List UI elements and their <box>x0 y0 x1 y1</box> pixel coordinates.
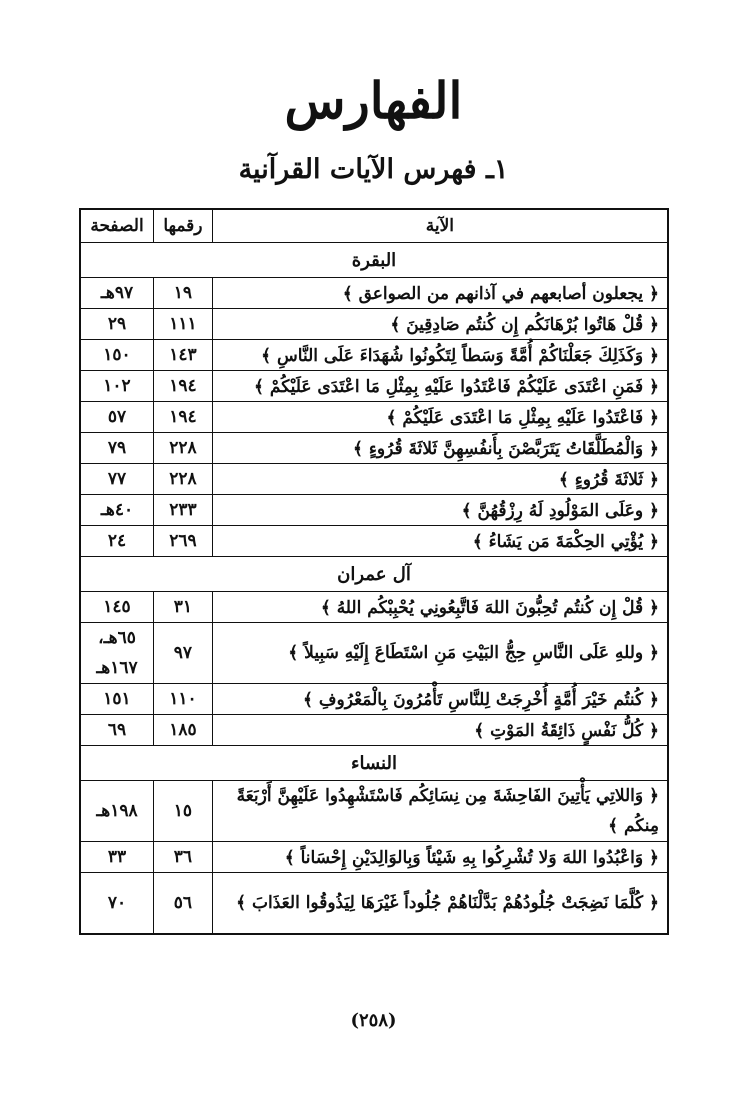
page-cell: ٦٥هـ، ١٦٧هـ <box>80 623 154 684</box>
ayah-cell: ﴿ وَالْمُطَلَّقَاتُ يَتَرَبَّصْنَ بِأَنفُسِهِنَّ ثَلاثَةَ قُرُوءٍ ﴾ <box>212 433 668 464</box>
ayah-number-cell: ١٩٤ <box>154 402 213 433</box>
page-cell: ٣٣ <box>80 842 154 873</box>
ayah-cell: ﴿ قُلْ إِن كُنتُم تُحِبُّونَ اللهَ فَاتَّبِعُونِي يُحْبِبْكُم اللهُ ﴾ <box>212 592 668 623</box>
ayah-number-cell: ٢٣٣ <box>154 495 213 526</box>
ayah-cell: ﴿ كُلَّمَا نَضِجَتْ جُلُودُهُمْ بَدَّلْنَاهُمْ جُلُوداً غَيْرَهَا لِيَذُوقُوا العَذَابَ ﴾ <box>212 873 668 935</box>
table-row <box>80 340 668 371</box>
page-cell: ١٩٨هـ <box>80 781 154 842</box>
surah-name: البقرة <box>80 243 668 278</box>
page-cell: ١٠٢ <box>80 371 154 402</box>
table-row <box>80 433 668 464</box>
page-cell: ٤٠هـ <box>80 495 154 526</box>
ayah-cell: ﴿ ثَلاثَةَ قُرُوءٍ ﴾ <box>212 464 668 495</box>
header-ayah: الآية <box>212 209 668 243</box>
ayah-number-cell: ٩٧ <box>154 623 213 684</box>
ayah-number-cell: ١١٠ <box>154 684 213 715</box>
surah-section-row <box>80 557 668 592</box>
table-row <box>80 278 668 309</box>
page-cell: ٧٩ <box>80 433 154 464</box>
ayah-number-cell: ١٨٥ <box>154 715 213 746</box>
page-cell: ١٥١ <box>80 684 154 715</box>
ayah-cell: ﴿ يجعلون أصابعهم في آذانهم من الصواعق ﴾ <box>212 278 668 309</box>
table-row <box>80 592 668 623</box>
table-row <box>80 495 668 526</box>
surah-section-row <box>80 243 668 278</box>
table-header-row <box>80 209 668 243</box>
ayah-number-cell: ١٩ <box>154 278 213 309</box>
surah-name: آل عمران <box>80 557 668 592</box>
table-row <box>80 781 668 842</box>
ayah-cell: ﴿ كُنتُم خَيْرَ أُمَّةٍ أُخْرِجَتْ لِلنَّاسِ تَأْمُرُونَ بِالْمَعْرُوفِ ﴾ <box>212 684 668 715</box>
table-row <box>80 623 668 684</box>
ayah-number-cell: ٣٦ <box>154 842 213 873</box>
table-row <box>80 715 668 746</box>
surah-section-row <box>80 746 668 781</box>
page-cell: ١٤٥ <box>80 592 154 623</box>
section-title: ١ـ فهرس الآيات القرآنية <box>238 154 509 185</box>
table-row <box>80 309 668 340</box>
ayah-cell: ﴿ قُلْ هَاتُوا بُرْهَانَكُم إِن كُنتُم صَادِقِينَ ﴾ <box>212 309 668 340</box>
ayah-number-cell: ١٩٤ <box>154 371 213 402</box>
ayat-index-table <box>79 208 669 935</box>
page-number: (٢٥٨) <box>350 1010 397 1031</box>
header-number: رقمها <box>154 209 213 243</box>
ayah-number-cell: ٢٢٨ <box>154 464 213 495</box>
table-row <box>80 371 668 402</box>
page-cell: ٩٧هـ <box>80 278 154 309</box>
ayah-number-cell: ٣١ <box>154 592 213 623</box>
page-title: الفهارس <box>284 71 463 130</box>
ayah-cell: ﴿ وَكَذَلِكَ جَعَلْنَاكُمْ أُمَّةً وَسَطاً لِتَكُونُوا شُهَدَاءَ عَلَى النَّاسِ ﴾ <box>212 340 668 371</box>
header-page: الصفحة <box>80 209 154 243</box>
table-row <box>80 684 668 715</box>
page-cell: ٢٩ <box>80 309 154 340</box>
ayah-number-cell: ٢٦٩ <box>154 526 213 557</box>
ayah-cell: ﴿ يُؤْتِي الحِكْمَةَ مَن يَشَاءُ ﴾ <box>212 526 668 557</box>
table-row <box>80 402 668 433</box>
ayah-cell: ﴿ وَاعْبُدُوا اللهَ وَلا تُشْرِكُوا بِهِ شَيْئاً وَبِالوَالِدَيْنِ إِحْسَاناً ﴾ <box>212 842 668 873</box>
ayah-number-cell: ١١١ <box>154 309 213 340</box>
table-row <box>80 873 668 935</box>
ayah-cell: ﴿ كُلُّ نَفْسٍ ذَائِقَةُ المَوْتِ ﴾ <box>212 715 668 746</box>
ayah-cell: ﴿ وعَلَى المَوْلُودِ لَهُ رِزْقُهُنَّ ﴾ <box>212 495 668 526</box>
page-cell: ٧٠ <box>80 873 154 935</box>
ayah-number-cell: ١٤٣ <box>154 340 213 371</box>
table-row <box>80 464 668 495</box>
page-cell: ٥٧ <box>80 402 154 433</box>
page-cell: ١٥٠ <box>80 340 154 371</box>
ayah-number-cell: ١٥ <box>154 781 213 842</box>
ayah-cell: ﴿ فَمَنِ اعْتَدَى عَلَيْكُمْ فَاعْتَدُوا عَلَيْهِ بِمِثْلِ مَا اعْتَدَى عَلَيْكُمْ ﴾ <box>212 371 668 402</box>
surah-name: النساء <box>80 746 668 781</box>
ayah-cell: ﴿ وللهِ عَلَى النَّاسِ حِجُّ البَيْتِ مَنِ اسْتَطَاعَ إِلَيْهِ سَبِيلاً ﴾ <box>212 623 668 684</box>
page-cell: ٧٧ <box>80 464 154 495</box>
table-row <box>80 526 668 557</box>
ayah-cell: ﴿ فَاعْتَدُوا عَلَيْهِ بِمِثْلِ مَا اعْتَدَى عَلَيْكُمْ ﴾ <box>212 402 668 433</box>
ayah-cell: ﴿ وَاللاتِي يَأْتِينَ الفَاحِشَةَ مِن نِسَائِكُم فَاسْتَشْهِدُوا عَلَيْهِنَّ أَرْبَعَةً مِنكُم ﴾ <box>212 781 668 842</box>
ayah-number-cell: ٢٢٨ <box>154 433 213 464</box>
table-row <box>80 842 668 873</box>
page-cell: ٦٩ <box>80 715 154 746</box>
ayah-number-cell: ٥٦ <box>154 873 213 935</box>
page-cell: ٢٤ <box>80 526 154 557</box>
